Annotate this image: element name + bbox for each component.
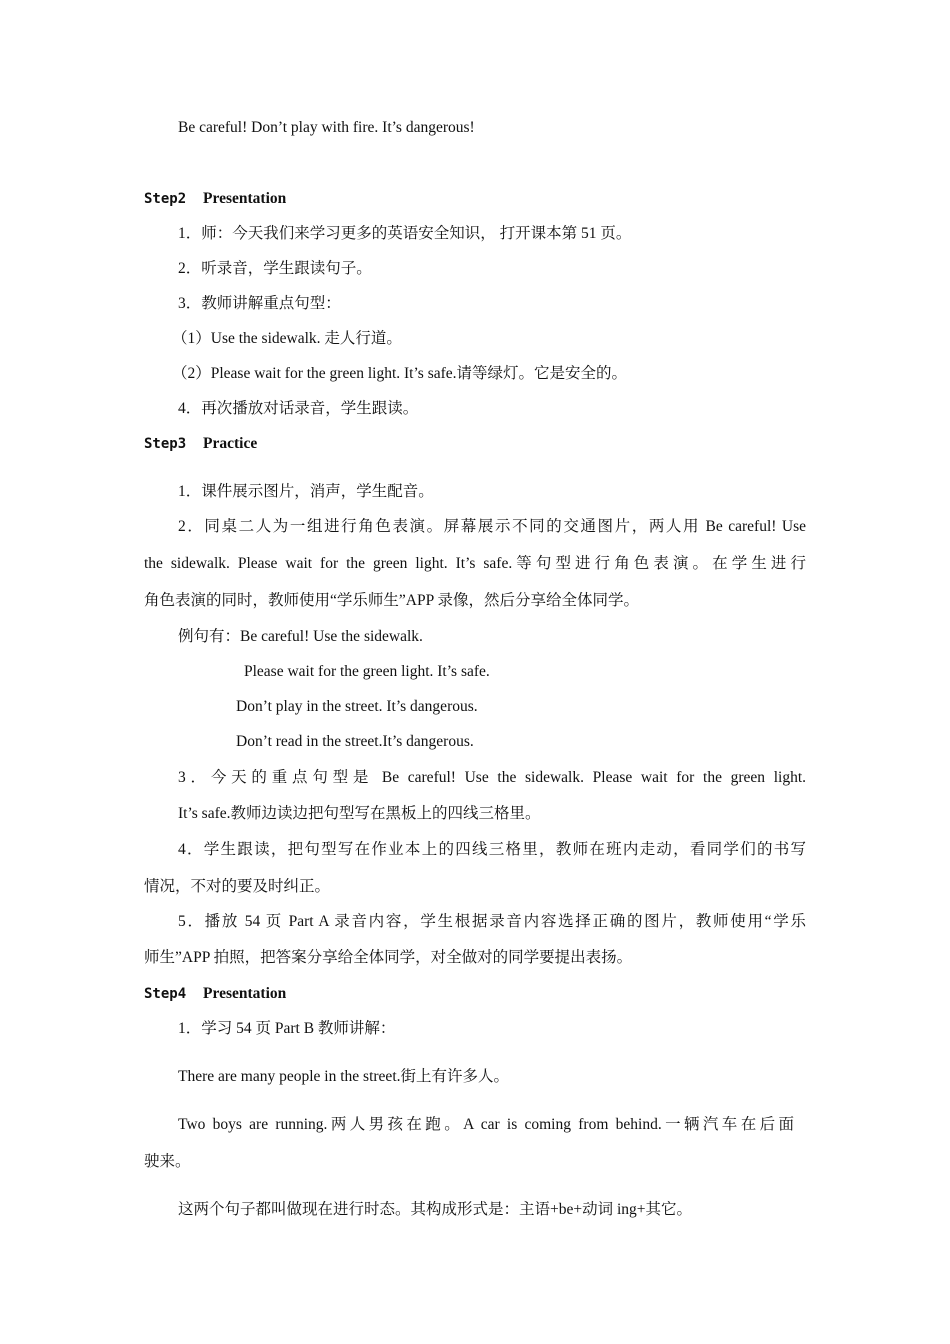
step-title: Presentation (203, 190, 287, 207)
section-heading-step2 (144, 189, 286, 209)
text-line: 2．听录音，学生跟读句子。 (178, 260, 372, 277)
step-code: Step2 (144, 191, 187, 207)
example-line: 例句有：Be careful! Use the sidewalk. (178, 628, 423, 645)
text-line: 这两个句子都叫做现在进行时态。其构成形式是：主语+be+动词 ing+其它。 (178, 1201, 693, 1218)
step-code: Step3 (144, 436, 187, 452)
text-line: 1．师：今天我们来学习更多的英语安全知识， 打开课本第 51 页。 (178, 225, 632, 242)
text-line: 4．学生跟读，把句型写在作业本上的四线三格里，教师在班内走动，看同学们的书写 (178, 841, 806, 858)
step-code: Step4 (144, 986, 187, 1002)
text-line: （1）Use the sidewalk. 走人行道。 (172, 330, 402, 347)
text-line: 1．学习 54 页 Part B 教师讲解： (178, 1020, 396, 1037)
text-line: 5．播放 54 页 Part A 录音内容，学生根据录音内容选择正确的图片，教师使用“学乐 (178, 913, 806, 930)
section-heading-step4 (144, 984, 286, 1004)
text-line: It’s safe.教师边读边把句型写在黑板上的四线三格里。 (178, 805, 541, 822)
example-line: Don’t read in the street.It’s dangerous. (236, 733, 474, 750)
text-line: 4．再次播放对话录音，学生跟读。 (178, 400, 419, 417)
text-line: Two boys are running.两人男孩在跑。A car is coming from behind.一辆汽车在后面 (178, 1116, 794, 1133)
text-line: 师生”APP 拍照，把答案分享给全体同学，对全做对的同学要提出表扬。 (144, 949, 633, 966)
text-line: 驶来。 (144, 1153, 191, 1170)
step-title: Practice (203, 435, 258, 452)
step-title: Presentation (203, 985, 287, 1002)
example-line: Don’t play in the street. It’s dangerous. (236, 698, 478, 715)
text-line: There are many people in the street.街上有许多人。 (178, 1068, 509, 1085)
text-line: 角色表演的同时，教师使用“学乐师生”APP 录像，然后分享给全体同学。 (144, 592, 639, 609)
text-line: 3．今天的重点句型是 Be careful! Use the sidewalk. Please wait for the green light. (178, 769, 806, 786)
text-line: Be careful! Don’t play with fire. It’s dangerous! (178, 119, 475, 136)
example-line: Please wait for the green light. It’s safe. (244, 663, 490, 680)
text-line: the sidewalk. Please wait for the green light. It’s safe.等句型进行角色表演。在学生进行 (144, 555, 806, 572)
section-heading-step3 (144, 434, 257, 454)
text-line: 3．教师讲解重点句型： (178, 295, 341, 312)
text-line: （2）Please wait for the green light. It’s safe.请等绿灯。它是安全的。 (172, 365, 628, 382)
text-line: 情况，不对的要及时纠正。 (144, 878, 331, 895)
text-line: 2．同桌二人为一组进行角色表演。屏幕展示不同的交通图片，两人用 Be careful! Use (178, 518, 806, 535)
text-line: 1．课件展示图片，消声，学生配音。 (178, 483, 434, 500)
